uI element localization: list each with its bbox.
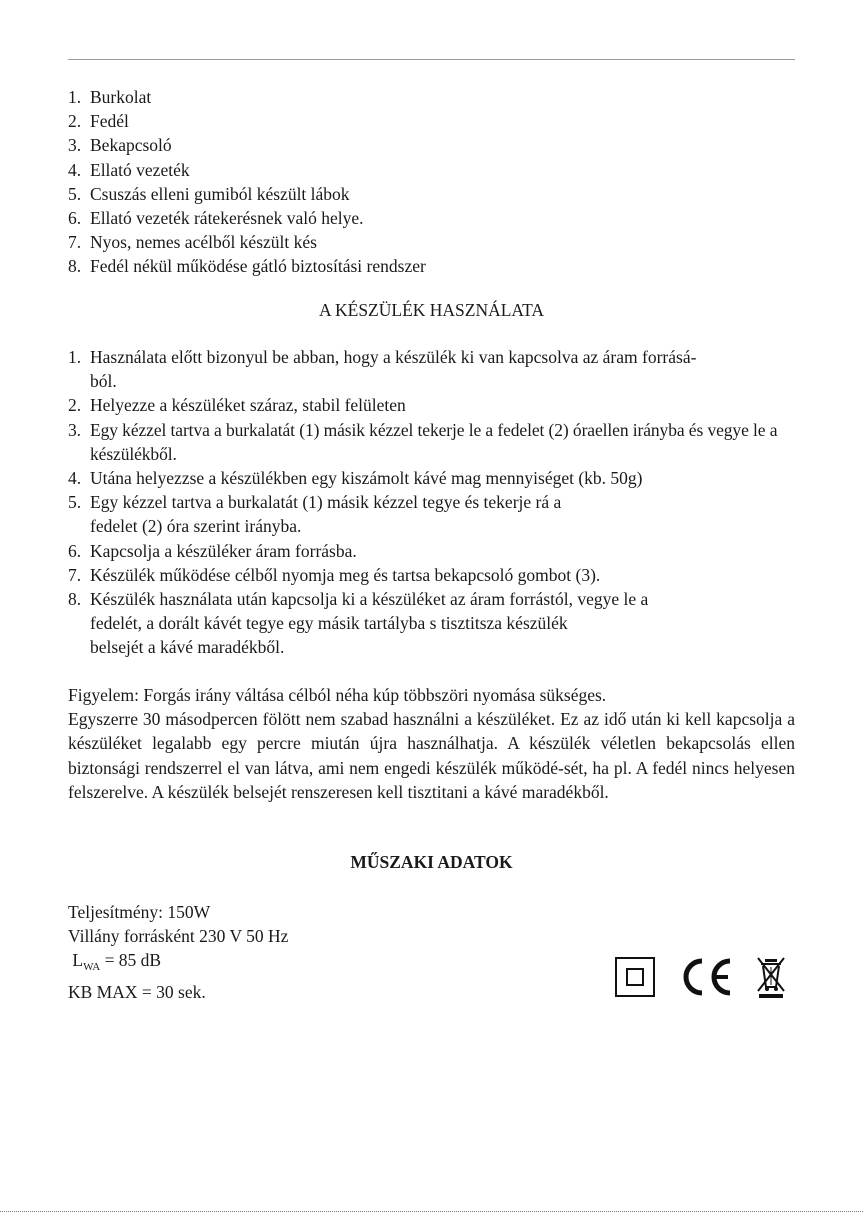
parts-list-item [68,254,795,278]
usage-step [68,490,795,538]
spec-supply: Villány forrásként 230 V 50 Hz [68,926,289,947]
parts-list-item [68,133,795,157]
specs-list [68,900,288,1004]
step-text: Egy kézzel tartva a burkalatát (1) másik kézzel tekerje le a fedelet (2) óraellen irányba és vegye le a készülékből. [90,419,778,464]
parts-list-item [68,230,795,254]
warning-first-line: Figyelem: Forgás irány váltása célból néha kúp többszöri nyomása sükséges. [68,685,607,705]
step-text: Készülék használata után kapcsolja ki a készüléket az áram forrástól, vegye le a fedelét, a dorált kávét tegye egy másik tartályba s tisztitsza készülék belsejét a kávé maradékből. [90,589,649,658]
item-number: 1. [68,87,82,107]
item-text: Burkolat [90,87,152,107]
usage-step [68,466,795,490]
warning-body: Egyszerre 30 másodpercen fölött nem szabad használni a készüléket. Ez az idő után ki kell kapcsolja a készüléket legalabb egy percre miután újra használhatja. A készülék véletlen bekapcsolás ellen biztonsági rendszerrel el van látva, ami nem engedi készülék működé-sét, ha pl. A fedél nincs helyesen felszerelve. A készülék belsejét renszeresen kell tisztitani a kávé maradékből. [68,709,795,802]
step-number: 7. [68,564,82,585]
step-number: 2. [68,395,82,416]
class-ii-icon [615,957,655,997]
top-rule [68,59,795,60]
usage-step [68,587,795,660]
item-number: 2. [68,111,82,132]
parts-list-item [68,206,795,230]
step-text: Egy kézzel tartva a burkalatát (1) másik kézzel tegye és tekerje rá a fedelet (2) óra szerint irányba. [90,492,562,537]
spec-kb-max: KB MAX = 30 sek. [68,981,206,1002]
usage-step [68,563,795,587]
warning-paragraph [68,683,795,804]
parts-list-item [68,158,795,182]
item-text: Ellató vezeték [90,159,190,180]
step-text: Utána helyezzse a készülékben egy kiszámolt kávé mag mennyiséget (kb. 50g) [90,468,643,489]
item-number: 8. [68,256,82,277]
item-text: Fedél nékül működése gátló biztosítási rendszer [90,256,426,277]
bottom-rule [0,1211,863,1212]
step-number: 5. [68,492,82,513]
parts-list [68,85,795,279]
step-text: Készülék működése célből nyomja meg és tartsa bekapcsoló gombot (3). [90,564,601,585]
step-number: 6. [68,540,82,561]
lwa-subscript: WA [83,961,101,974]
item-number: 5. [68,183,82,204]
lwa-symbol: L [72,950,84,971]
specs-heading: MŰSZAKI ADATOK [350,852,513,872]
item-number: 7. [68,232,82,253]
item-text: Nyos, nemes acélből készült kés [90,232,317,253]
spec-sound-level [68,948,288,979]
step-number: 3. [68,419,81,440]
item-text: Fedél [90,111,129,132]
parts-list-item [68,182,795,206]
usage-heading: A KÉSZÜLÉK HASZNÁLATA [318,300,545,320]
item-number: 6. [68,208,82,229]
step-number: 4. [68,468,82,489]
item-text: Bekapcsoló [90,135,172,156]
ce-mark-icon [678,955,736,1004]
parts-list-item [68,85,795,109]
step-text: Helyezze a készüléket száraz, stabil felületen [90,395,406,416]
spec-power: Teljesítmény: 150W [68,902,211,922]
step-text: Használata előtt bizonyul be abban, hogy a készülék ki van kapcsolva az áram forrásá- ból. [90,347,697,392]
item-text: Csuszás elleni gumiból készült lábok [90,183,350,204]
usage-steps-list [68,345,795,660]
usage-step [68,393,795,417]
weee-bin-icon [756,955,788,1004]
item-number: 4. [68,159,82,180]
lwa-value: = 85 dB [100,950,162,971]
usage-step [68,539,795,563]
step-text: Kapcsolja a készüléker áram forrásba. [90,540,357,561]
parts-list-item [68,109,795,133]
item-number: 3. [68,135,82,156]
item-text: Ellató vezeték rátekerésnek való helye. [90,208,364,229]
certification-marks [614,955,794,1001]
step-number: 8. [68,589,82,610]
usage-step [68,345,795,393]
usage-step [68,418,795,466]
step-number: 1. [68,347,82,367]
